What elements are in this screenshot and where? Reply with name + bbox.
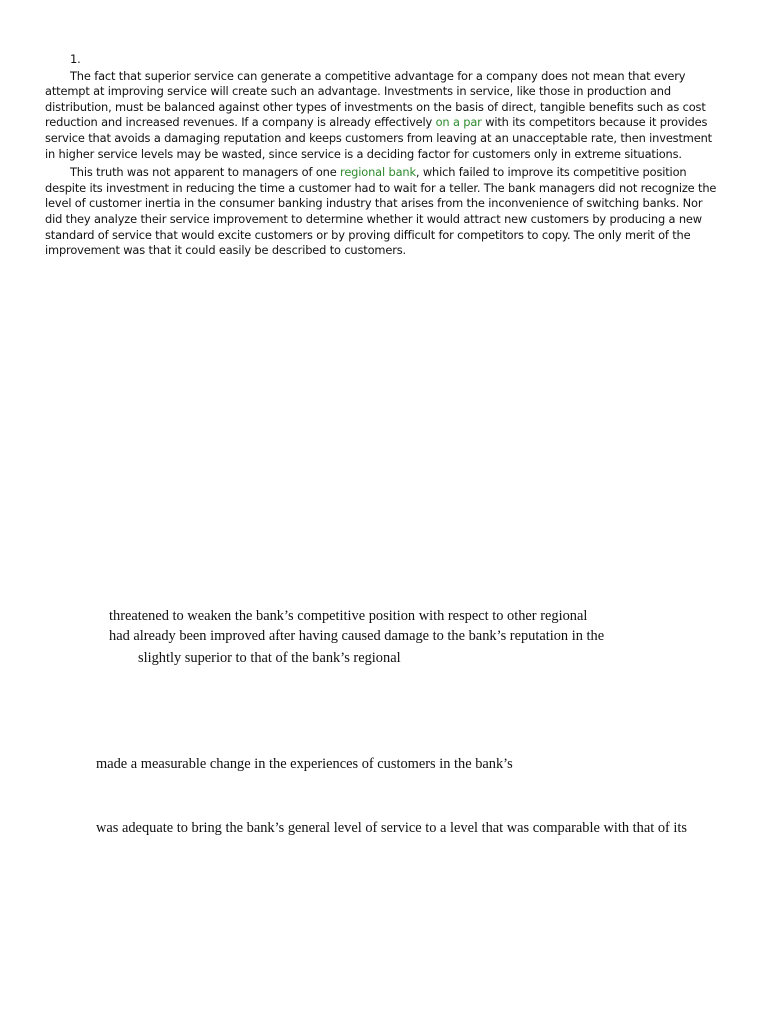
on-a-par-link[interactable]: on a par <box>435 115 482 130</box>
reading-passage <box>45 52 723 259</box>
paragraph-2-text-end: , which failed to improve its competitive position despite its investment in reducing the time a customer had to wait for a teller. The bank managers did not recognize the level of customer inertia in the consumer banking industry that arises from the inconvenience of switching banks. Nor did they analyze their service improvement to determine whether it would attract new customers by producing a new standard of service that would excite customers or by proving difficult for competitors to copy. The only merit of the improvement was that it could easily be described to customers. <box>45 165 717 258</box>
answer-fragment-2: had already been improved after having caused damage to the bank’s reputation in the <box>109 628 605 644</box>
answer-fragment-4: made a measurable change in the experiences of customers in the bank’s <box>96 756 513 772</box>
passage-paragraph-2 <box>45 165 723 259</box>
paragraph-2-text-start: This truth was not apparent to managers of one <box>70 165 341 180</box>
passage-paragraph-1 <box>45 69 723 163</box>
answer-fragment-5: was adequate to bring the bank’s general level of service to a level that was comparable with that of its <box>96 820 688 836</box>
paragraph-1-text-start: The fact that superior service can generate a competitive advantage for a company does not mean that every attempt at improving service will create such an advantage. Investments in service, like those in production and distribution, must be balanced against other types of investments on the basis of direct, tangible benefits such as cost reduction and increased revenues. If a company is already effectively <box>45 68 706 130</box>
answer-fragment-1: threatened to weaken the bank’s competitive position with respect to other regional <box>109 608 588 624</box>
answer-fragment-3: slightly superior to that of the bank’s regional <box>138 650 401 666</box>
regional-bank-link[interactable]: regional bank <box>340 165 416 180</box>
question-number: 1. <box>70 52 81 66</box>
paragraph-1-text-end: with its competitors because it provides service that avoids a damaging reputation and keeps customers from leaving at an unacceptable rate, then investment in higher service levels may be wasted, since service is a deciding factor for customers only in extreme situations. <box>45 115 712 161</box>
